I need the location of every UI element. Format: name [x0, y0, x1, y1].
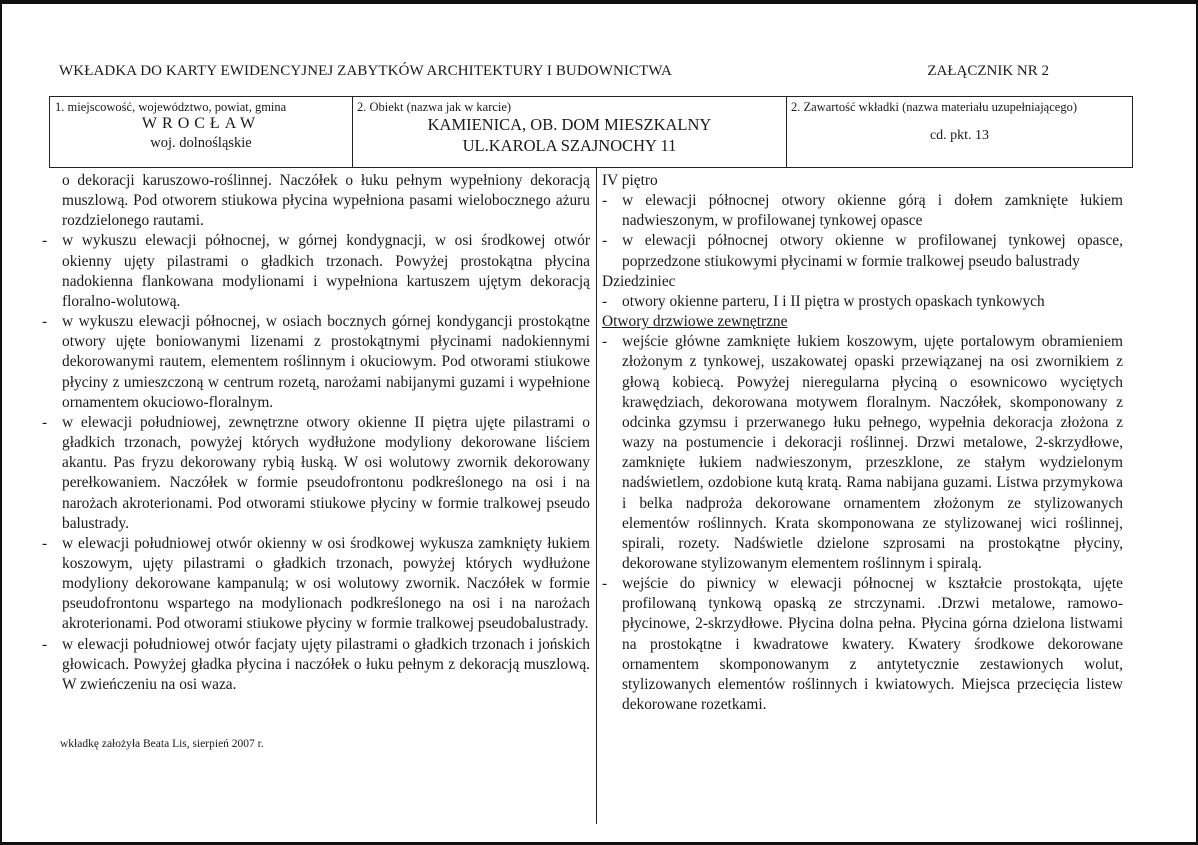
- contents-label: 2. Zawartość wkładki (nazwa materiału uzupełniającego): [791, 100, 1077, 114]
- list-item: - w elewacji południowej otwór okienny w osi środkowej wykusza zamknięty łukiem koszowym, ujęty pilastrami o gładkich trzonach, powyżej których wydłużone modyliony dekorowane kampanulą; w osi wolutowy zwornik. Naczółek w formie pseudofrontonu wspartego na modylionach podkreślonego na osi i na narożach akroterionami. Pod otworami stiukowe płyciny w formie tralkowej pseudobalustrady.: [42, 534, 590, 635]
- info-table: [49, 96, 1133, 168]
- scan-edge-top: [0, 0, 1198, 4]
- document-title: WKŁADKA DO KARTY EWIDENCYJNEJ ZABYTKÓW ARCHITEKTURY I BUDOWNICTWA: [59, 63, 672, 79]
- list-item: - wejście do piwnicy w elewacji północnej w kształcie prostokąta, ujęte profilowaną tynkową opaską ze strczynami. .Drzwi metalowe, ramowo-płycinowe, 2-skrzydłowe. Płycina dolna pełna. Płycina górna dzielona listwami na prostokątne i kwadratowe kwatery. Kwatery środkowe dekorowane ornamentem skomponowanym z antytetycznie zestawionych wolut, stylizowanych elementów roślinnych i kwiatowych. Miejsca przecięcia listew dekorowane rozetkami.: [602, 574, 1123, 715]
- list-item: - otwory okienne parteru, I i II piętra w prostych opaskach tynkowych: [602, 292, 1123, 312]
- object-cell: [353, 97, 787, 167]
- annex-number: ZAŁĄCZNIK NR 2: [927, 63, 1049, 79]
- right-column: [602, 171, 1123, 715]
- courtyard-heading: Dziedziniec: [602, 272, 676, 290]
- column-divider: [596, 168, 597, 824]
- list-item: - w elewacji południowej otwór facjaty ujęty pilastrami o gładkich trzonach i jońskich głowicach. Powyżej gładka płycina i naczółek o łuku pełnym z dekoracją muszlową. W zwieńczeniu na osi waza.: [42, 635, 590, 695]
- list-item: o dekoracji karuszowo-roślinnej. Naczółek o łuku pełnym wypełniony dekoracją muszlową. Pod otworem stiukowa płycina wypełniona pasami wielobocznego ażuru rozdzielonego rautami.: [62, 172, 590, 230]
- contents-value: cd. pkt. 13: [929, 128, 990, 143]
- scan-edge-left: [0, 0, 2, 845]
- list-item: - w wykuszu elewacji północnej, w górnej kondygnacji, w osi środkowej otwór okienny ujęty pilastrami o gładkich trzonach. Powyżej prostokątna płycina nadokienna flankowana modylionami i wypełniona kartuszem ujętym dekoracją floralno-wolutową.: [42, 231, 590, 312]
- province-name: woj. dolnośląskie: [150, 135, 252, 151]
- object-address: UL.KAROLA SZAJNOCHY 11: [462, 136, 677, 155]
- city-name: WROCŁAW: [141, 115, 261, 132]
- list-item: - w elewacji północnej otwory okienne górą i dołem zamknięte łukiem nadwieszonym, w profilowanej tynkowej opasce: [602, 191, 1123, 231]
- object-label: 2. Obiekt (nazwa jak w karcie): [357, 100, 512, 114]
- object-name: KAMIENICA, OB. DOM MIESZKALNY: [427, 115, 712, 134]
- list-item: - wejście główne zamknięte łukiem koszowym, ujęte portalowym obramieniem złożonym z tynkowej, uszakowatej opaski przewiązanej na osi zwornikiem z głową kobiecą. Powyżej nieregularna płyciną o esownicowo wyciętych krawędziach, dekorowana motywem floralnym. Naczółek, skomponowany z odcinka gzymsu i przerwanego łuku pełnego, wypełnia dekoracja złożona z wazy na postumencie i dekoracji roślinnej. Drzwi metalowe, 2-skrzydłowe, zamknięte łukiem nadwieszonym, przeszklone, ze stałym wydzielonym nadświetlem, ozdobione kutą kratą. Rama nabijana guzami. Listwa przymykowa i belka nadproża dekorowane ornamentem złożonym ze stylizowanych elementów roślinnych. Krata skomponowana ze stylizowanej wici roślinnej, spirali, rozety. Nadświetle dzielone szprosami na prostokątne płyciny, dekorowane stylizowanym elementem roślinnym i spiralą.: [602, 332, 1123, 574]
- author-note: wkładkę założyła Beata Lis, sierpień 2007 r.: [60, 738, 264, 750]
- location-label: 1. miejscowość, województwo, powiat, gmina: [55, 100, 287, 114]
- contents-cell: [787, 97, 1132, 167]
- doors-heading: Otwory drzwiowe zewnętrzne: [602, 313, 788, 331]
- left-column: [60, 171, 590, 695]
- list-item: - w elewacji południowej, zewnętrzne otwory okienne II piętra ujęte pilastrami o gładkich trzonach, powyżej których wydłużone modyliony dekorowane liściem akantu. Pas fryzu dekorowany rybią łuską. W osi wolutowy zwornik dekorowany perełkowaniem. Naczółek w formie pseudofrontonu podkreślonego na osi i na narożach akroterionami. Pod otworami stiukowe płyciny w formie tralkowej pseudo balustrady.: [42, 413, 590, 534]
- location-cell: [50, 97, 353, 167]
- list-item: - w elewacji północnej otwory okienne w profilowanej tynkowej opasce, poprzedzone stiukowymi płycinami w formie tralkowej pseudo balustrady: [602, 231, 1123, 271]
- floor-heading: IV piętro: [602, 172, 658, 189]
- list-item: - w wykuszu elewacji północnej, w osiach bocznych górnej kondygancji prostokątne otwory ujęte boniowanymi lizenami z prostokątnymi płycinami nadokiennymi dekorowanymi rautem, elementem roślinnym i okuciowym. Pod otworami stiukowe płyciny z umieszczoną w centrum rozetą, narożami nabijanymi guzami i wypełnione ornamentem okuciowo-floralnym.: [42, 312, 590, 413]
